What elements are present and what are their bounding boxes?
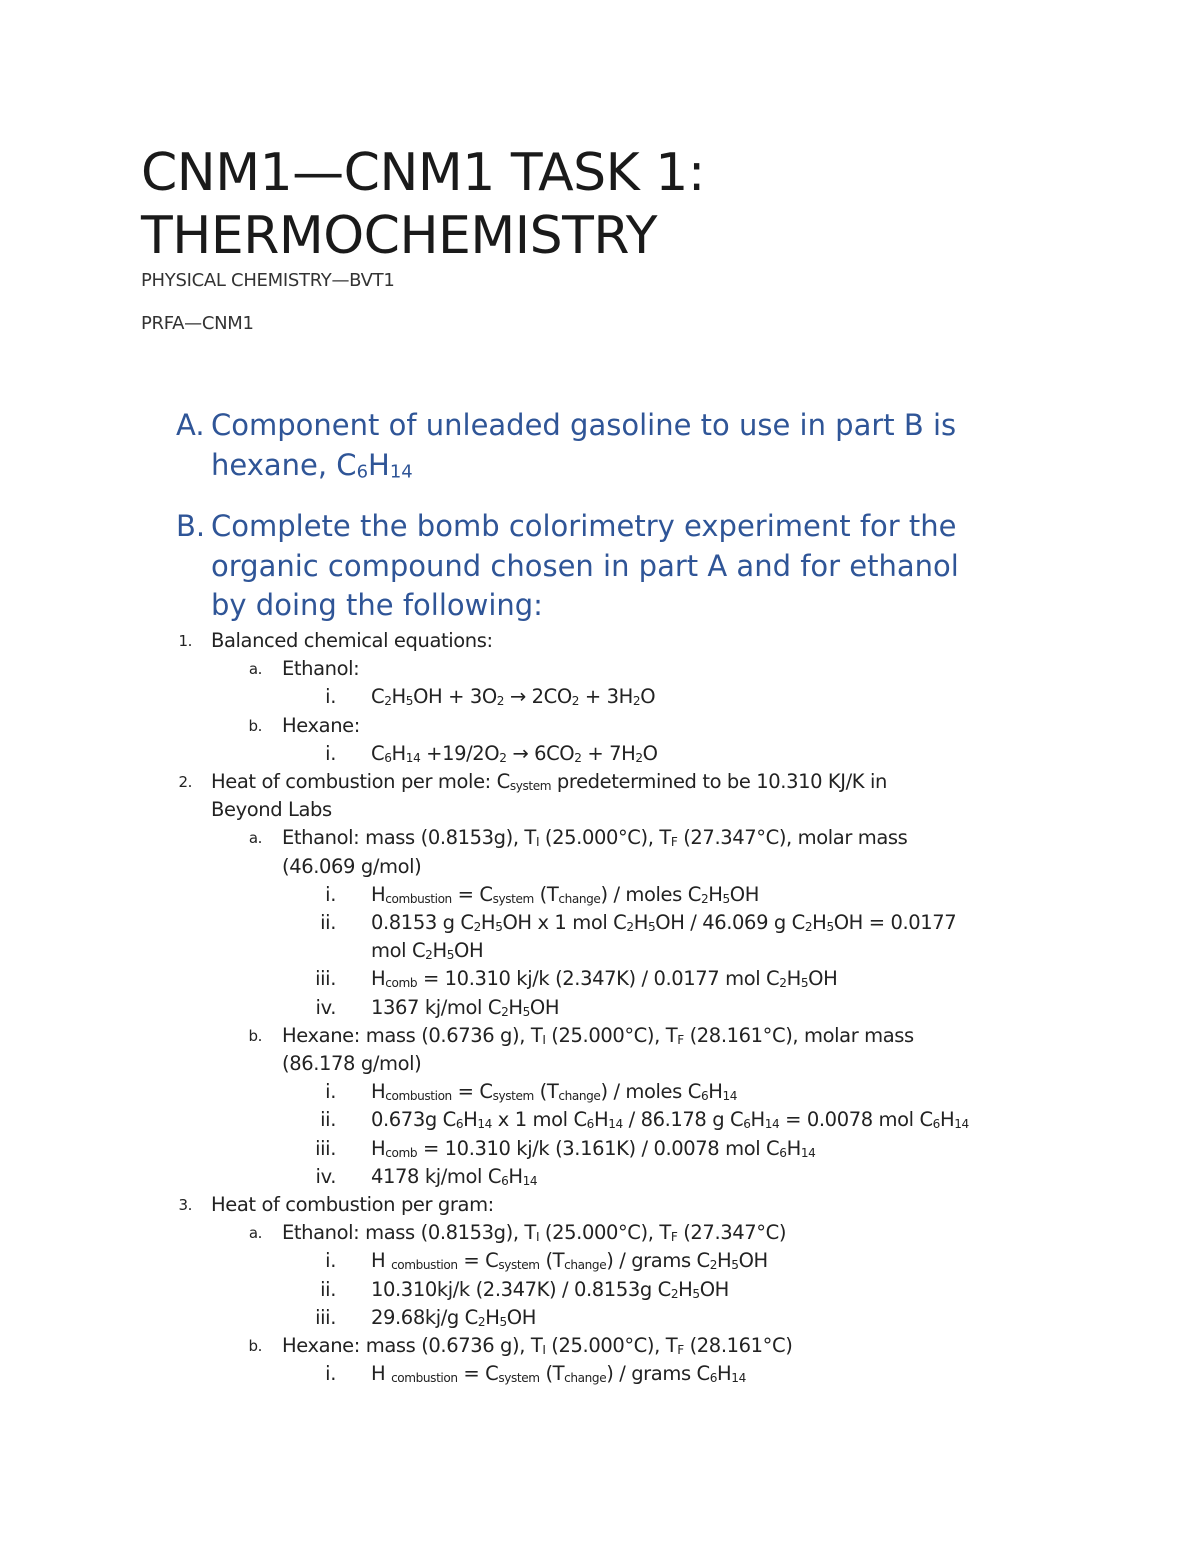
text-run: H	[463, 1108, 478, 1132]
text-run: OH	[454, 939, 484, 963]
list-item-text	[282, 824, 1200, 880]
list-marker: iii.	[315, 967, 336, 991]
list-item	[0, 1276, 1200, 1304]
subscript-text: system	[498, 1258, 540, 1273]
list-marker: iii.	[315, 1136, 336, 1160]
text-run: + 7H	[581, 741, 636, 765]
text-run: / 86.178 g C	[622, 1108, 744, 1132]
list-item	[0, 1332, 1200, 1360]
text-run: = 10.310 kj/k (2.347K) / 0.0177 mol C	[417, 967, 780, 991]
text-run: H	[786, 967, 801, 991]
subscript-text: 6	[779, 1145, 787, 1160]
text-run: ) / moles C	[600, 1080, 701, 1104]
heading-marker: A.	[176, 408, 205, 442]
subscript-text: 6	[743, 1117, 751, 1132]
subscript-text: 14	[522, 1173, 538, 1188]
text-run: Heat of combustion per mole: C	[211, 770, 510, 794]
text-run: (25.000°C), T	[539, 1221, 671, 1245]
heading-marker: B.	[176, 509, 206, 543]
subscript-text: 5	[731, 1258, 739, 1273]
text-run: ) / grams C	[606, 1249, 710, 1273]
subscript-text: change	[564, 1258, 607, 1273]
text-run: Complete the bomb colorimetry experiment for the	[211, 509, 957, 543]
list-item	[0, 1022, 1200, 1078]
subscript-text: 6	[932, 1117, 940, 1132]
text-run: H	[485, 1305, 500, 1329]
list-item-text	[211, 1191, 1200, 1219]
text-run: H	[371, 1362, 392, 1386]
text-run: = C	[457, 1362, 499, 1386]
text-run: OH + 3O	[413, 685, 497, 709]
subscript-text: 2	[635, 750, 643, 765]
text-run: 10.310kj/k (2.347K) / 0.8153g C	[371, 1277, 671, 1301]
text-run: Ethanol: mass (0.8153g), T	[282, 826, 536, 850]
text-run: Hexane: mass (0.6736 g), T	[282, 1334, 543, 1358]
list-marker: ii.	[320, 1108, 336, 1132]
subscript-text: 6	[700, 1089, 709, 1104]
subscript-text: 2	[571, 694, 580, 709]
text-run: OH x 1 mol C	[502, 911, 627, 935]
list-item-text	[371, 1106, 1200, 1134]
subscript-text: 2	[499, 750, 507, 765]
list-marker: i.	[325, 1080, 336, 1104]
text-run: 1367 kj/mol C	[371, 995, 502, 1019]
subscript-text: I	[542, 1032, 546, 1047]
list-item	[0, 1247, 1200, 1275]
list-item-text	[371, 683, 1200, 711]
text-run: OH	[506, 1305, 536, 1329]
list-item	[0, 740, 1200, 768]
text-run: + 3H	[579, 685, 633, 709]
text-run: OH	[699, 1277, 729, 1301]
text-run: (25.000°C), T	[539, 826, 671, 850]
list-marker: b.	[248, 716, 262, 735]
text-run: H	[371, 882, 386, 906]
list-marker: iii.	[315, 1305, 336, 1329]
list-item	[0, 1135, 1200, 1163]
list-item-text	[371, 1304, 1200, 1332]
list-item-text	[282, 712, 1200, 740]
text-run: = 10.310 kj/k (3.161K) / 0.0078 mol C	[417, 1136, 780, 1160]
list-item	[0, 655, 1200, 683]
subscript-text: F	[670, 835, 678, 850]
subscript-text: 6	[384, 750, 392, 765]
text-run: Heat of combustion per gram:	[211, 1193, 494, 1217]
subscript-text: 6	[455, 1117, 464, 1132]
text-run: O	[642, 741, 658, 765]
list-marker: 3.	[178, 1196, 192, 1215]
list-item	[0, 1219, 1200, 1247]
subscript-text: 14	[608, 1117, 623, 1132]
list-marker: iv.	[315, 995, 336, 1019]
text-run: → 6CO	[506, 741, 575, 765]
text-run: x 1 mol C	[491, 1108, 587, 1132]
list-marker: i.	[325, 1249, 336, 1273]
text-run: Hexane: mass (0.6736 g), T	[282, 1023, 543, 1047]
text-run: (28.161°C)	[683, 1334, 793, 1358]
text-run: = C	[457, 1249, 499, 1273]
subscript-text: system	[492, 1089, 534, 1104]
subscript-text: system	[509, 778, 552, 793]
subscript-text: combustion	[391, 1371, 458, 1386]
subscript-text: change	[564, 1371, 607, 1386]
list-marker: b.	[248, 1026, 262, 1045]
subscript-text: 2	[501, 1004, 509, 1019]
list-item-text	[371, 740, 1200, 768]
text-run: (28.161°C), molar mass	[683, 1023, 914, 1047]
subscript-text: 2	[425, 948, 433, 963]
list-item-text	[282, 1022, 1200, 1078]
list-item	[0, 1191, 1200, 1219]
text-run: (46.069 g/mol)	[282, 854, 422, 878]
text-run: Ethanol:	[282, 657, 360, 681]
course-code: PRFA—CNM1	[141, 313, 254, 334]
list-item	[0, 881, 1200, 909]
list-item	[0, 712, 1200, 740]
list-item-text	[371, 1247, 1200, 1275]
list-item-text	[371, 965, 1200, 993]
text-run: H	[432, 939, 447, 963]
list-item-text	[211, 627, 1200, 655]
subscript-text: 5	[495, 919, 503, 934]
list-marker: i.	[325, 741, 336, 765]
list-item-text	[371, 1163, 1200, 1191]
list-item-text	[282, 1219, 1200, 1247]
text-run: (27.347°C), molar mass	[677, 826, 908, 850]
subscript-text: 14	[800, 1145, 816, 1160]
list-item-text	[211, 768, 1200, 824]
list-item	[0, 965, 1200, 993]
text-run: H	[708, 1080, 723, 1104]
text-run: = 0.0078 mol C	[779, 1108, 933, 1132]
list-item-text	[282, 655, 1200, 683]
heading-b	[176, 507, 1076, 626]
subscript-text: comb	[385, 976, 418, 991]
text-run: Hexane:	[282, 713, 360, 737]
text-run: → 2CO	[504, 685, 572, 709]
text-run: (27.347°C)	[677, 1221, 787, 1245]
subscript-text: combustion	[385, 891, 452, 906]
list-marker: iv.	[315, 1164, 336, 1188]
subscript-text: I	[535, 835, 540, 850]
text-run: OH	[529, 995, 560, 1019]
text-run: (T	[539, 1362, 565, 1386]
title-line-2: THERMOCHEMISTRY	[141, 206, 657, 266]
subscript-text: 2	[574, 750, 582, 765]
text-run: H	[593, 1108, 609, 1132]
text-run: C	[371, 741, 385, 765]
subscript-text: 5	[499, 1314, 507, 1329]
text-run: H	[708, 882, 723, 906]
list-item	[0, 768, 1200, 824]
subscript-text: 6	[356, 461, 368, 483]
text-run: 0.8153 g C	[371, 911, 474, 935]
list-marker: b.	[248, 1337, 262, 1356]
list-item	[0, 1360, 1200, 1388]
text-run: H	[678, 1277, 693, 1301]
text-run: = C	[451, 1080, 493, 1104]
list-item-text	[371, 994, 1200, 1022]
subscript-text: 5	[826, 919, 834, 934]
text-run: H	[812, 911, 827, 935]
text-run: ) / grams C	[606, 1362, 710, 1386]
subscript-text: 6	[586, 1117, 594, 1132]
subscript-text: 5	[405, 694, 414, 709]
subscript-text: 5	[446, 948, 455, 963]
subscript-text: combustion	[385, 1089, 452, 1104]
text-run: H	[939, 1108, 955, 1132]
text-run: (T	[533, 882, 559, 906]
subscript-text: 14	[722, 1089, 738, 1104]
list-item	[0, 909, 1200, 965]
subscript-text: 14	[477, 1117, 492, 1132]
text-run: H	[391, 741, 406, 765]
subscript-text: F	[677, 1342, 684, 1357]
subscript-text: 5	[722, 891, 730, 906]
list-item-text	[371, 1135, 1200, 1163]
subscript-text: combustion	[391, 1258, 458, 1273]
list-item	[0, 1078, 1200, 1106]
list-item-text	[371, 909, 1200, 965]
text-run: 0.673g C	[371, 1108, 456, 1132]
text-run: (25.000°C), T	[545, 1334, 678, 1358]
subscript-text: F	[670, 1230, 678, 1245]
text-run: (86.178 g/mol)	[282, 1052, 422, 1076]
subscript-text: 6	[709, 1371, 718, 1386]
text-run: Component of unleaded gasoline to use in part B is	[211, 408, 957, 442]
text-run: (T	[533, 1080, 559, 1104]
text-run: H	[508, 995, 523, 1019]
subscript-text: 2	[626, 919, 634, 934]
text-run: mol C	[371, 939, 426, 963]
list-marker: i.	[325, 685, 336, 709]
subscript-text: 14	[764, 1117, 780, 1132]
subscript-text: 14	[405, 750, 421, 765]
text-run: H	[391, 685, 406, 709]
list-item-text	[282, 1332, 1200, 1360]
text-run: OH / 46.069 g C	[655, 911, 805, 935]
heading-a	[176, 406, 1076, 485]
list-item-text	[371, 1360, 1200, 1388]
list-marker: a.	[248, 829, 262, 848]
text-run: ) / moles C	[600, 882, 701, 906]
subscript-text: 2	[709, 1258, 718, 1273]
text-run: predetermined to be 10.310 KJ/K in	[551, 770, 887, 794]
text-run: OH = 0.0177	[833, 911, 957, 935]
document-title	[141, 142, 705, 268]
text-run: Balanced chemical equations:	[211, 629, 493, 652]
text-run: OH	[808, 967, 838, 991]
text-run: 4178 kj/mol C	[371, 1164, 502, 1188]
text-run: 29.68kj/g C	[371, 1305, 478, 1329]
subscript-text: system	[498, 1371, 540, 1386]
subscript-text: I	[542, 1342, 546, 1357]
text-run: by doing the following:	[211, 588, 543, 622]
subscript-text: 2	[700, 891, 709, 906]
subscript-text: I	[535, 1230, 540, 1245]
text-run: OH	[738, 1249, 768, 1273]
list-marker: i.	[325, 1362, 336, 1386]
subscript-text: change	[558, 1089, 601, 1104]
text-run: H	[371, 1136, 386, 1160]
text-run: OH	[729, 882, 760, 906]
text-run: +19/2O	[420, 741, 500, 765]
heading-text	[211, 406, 1076, 485]
text-run: O	[640, 685, 656, 709]
list-marker: a.	[248, 660, 262, 679]
subscript-text: 2	[496, 694, 505, 709]
text-run: H	[750, 1108, 765, 1132]
list-marker: 2.	[178, 773, 192, 792]
subscript-text: 2	[804, 919, 813, 934]
text-run: (T	[539, 1249, 565, 1273]
text-run: Beyond Labs	[211, 798, 332, 822]
list-marker: ii.	[320, 1277, 336, 1301]
text-run: (25.000°C), T	[545, 1023, 678, 1047]
text-run: H	[717, 1249, 732, 1273]
text-run: organic compound chosen in part A and for ethanol	[211, 548, 959, 583]
text-run: hexane, C	[211, 447, 357, 482]
list-item	[0, 1106, 1200, 1134]
list-item-text	[371, 881, 1200, 909]
subscript-text: F	[677, 1032, 684, 1047]
subscript-text: 2	[477, 1314, 486, 1329]
title-line-1: CNM1—CNM1 TASK 1:	[141, 143, 705, 203]
subscript-text: 6	[501, 1173, 509, 1188]
text-run: H	[786, 1136, 801, 1160]
subscript-text: 14	[731, 1371, 746, 1386]
list-item	[0, 627, 1200, 655]
numbered-list	[0, 627, 1200, 1388]
text-run: C	[371, 685, 385, 709]
list-marker: 1.	[178, 632, 192, 650]
text-run: = C	[451, 882, 493, 906]
subscript-text: 5	[647, 919, 656, 934]
subscript-text: 5	[522, 1004, 530, 1019]
subscript-text: 2	[384, 694, 392, 709]
subscript-text: 2	[779, 976, 787, 991]
subscript-text: system	[492, 891, 534, 906]
text-run: H	[368, 447, 390, 482]
subscript-text: 5	[800, 976, 809, 991]
list-item	[0, 824, 1200, 880]
list-item	[0, 683, 1200, 711]
text-run: H	[508, 1164, 523, 1188]
subscript-text: 14	[954, 1117, 969, 1132]
text-run: H	[371, 1080, 386, 1104]
subscript-text: 14	[389, 461, 413, 483]
text-run: H	[371, 967, 386, 991]
subscript-text: 2	[473, 919, 481, 934]
list-item-text	[371, 1276, 1200, 1304]
list-item	[0, 994, 1200, 1022]
subscript-text: change	[558, 891, 601, 906]
list-marker: a.	[248, 1224, 262, 1243]
text-run: H	[480, 911, 496, 935]
subscript-text: 5	[692, 1286, 700, 1301]
text-run: H	[717, 1362, 732, 1386]
text-run: H	[633, 911, 648, 935]
text-run: H	[371, 1249, 392, 1273]
list-item	[0, 1163, 1200, 1191]
list-item-text	[371, 1078, 1200, 1106]
subscript-text: comb	[385, 1145, 418, 1160]
subscript-text: 2	[632, 694, 641, 709]
list-item	[0, 1304, 1200, 1332]
list-marker: ii.	[320, 911, 336, 935]
subscript-text: 2	[670, 1286, 679, 1301]
text-run: Ethanol: mass (0.8153g), T	[282, 1221, 536, 1245]
document-subtitle: PHYSICAL CHEMISTRY—BVT1	[141, 270, 395, 291]
list-marker: i.	[325, 882, 336, 906]
heading-text	[211, 507, 1076, 626]
